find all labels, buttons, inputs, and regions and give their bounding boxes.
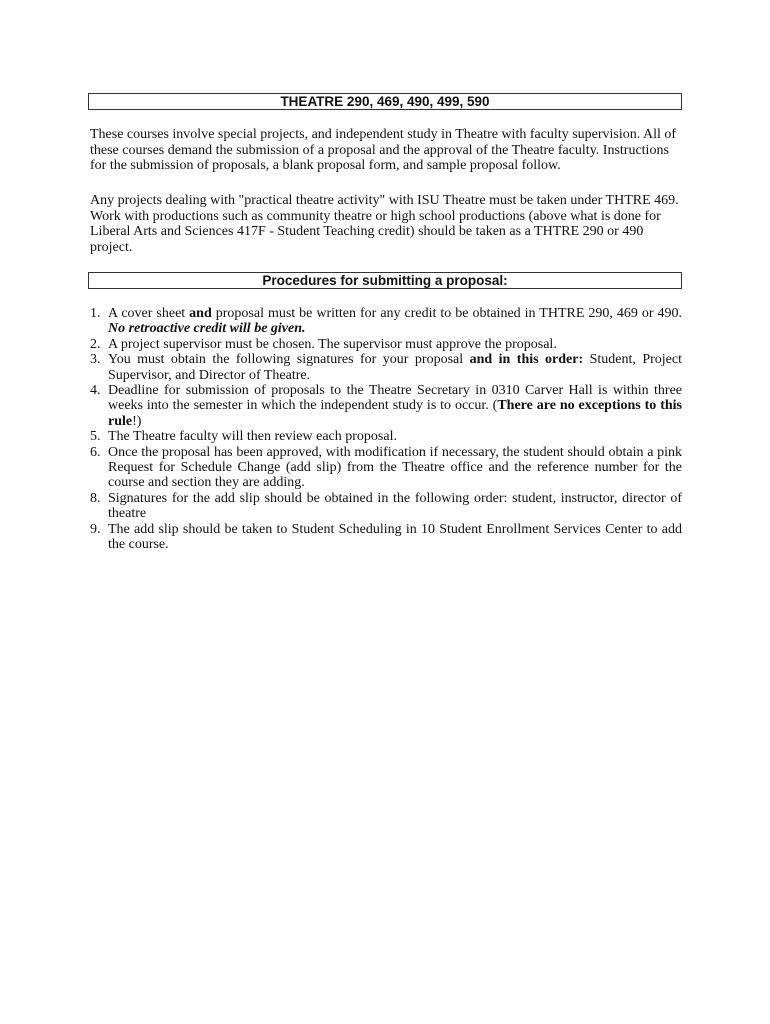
procedure-step-4 bbox=[90, 383, 682, 429]
step-number: 6. bbox=[90, 444, 101, 460]
practical-theatre-paragraph: Any projects dealing with "practical theatre activity" with ISU Theatre must be taken under THTRE 469. Work with productions such as community theatre or high school productions (above what is done for Liberal Arts and Sciences 417F - Student Teaching credit) should be taken as a THTRE 290 or 490 project. bbox=[90, 193, 679, 255]
step-text: A cover sheet bbox=[108, 306, 190, 321]
step-text: A project supervisor must be chosen. The supervisor must approve the proposal. bbox=[108, 336, 557, 352]
step-number: 8. bbox=[90, 490, 101, 506]
procedure-step-3 bbox=[90, 352, 682, 383]
step-text: The Theatre faculty will then review each proposal. bbox=[108, 429, 397, 445]
step-text: Deadline for submission of proposals to the Theatre Secretary in 0310 Carver Hall is within three weeks into the semester in which the independent study is to occur. ( bbox=[108, 383, 682, 414]
step-text: You must obtain the following signatures for your proposal bbox=[108, 352, 470, 368]
step-text: proposal must be written for any credit to be obtained in THTRE 290, 469 or 490. bbox=[211, 306, 682, 321]
procedure-step-2 bbox=[90, 337, 682, 352]
step-number: 9. bbox=[90, 521, 101, 537]
step-number: 2. bbox=[90, 336, 101, 352]
step-text: Once the proposal has been approved, with modification if necessary, the student should obtain a pink Request for Schedule Change (add slip) from the Theatre office and the reference number for the course and section they are adding. bbox=[108, 444, 682, 491]
procedures-heading: Procedures for submitting a proposal: bbox=[88, 272, 682, 289]
step-emphasis: and in this order: bbox=[469, 352, 584, 368]
course-title-heading: THEATRE 290, 469, 490, 499, 590 bbox=[88, 93, 682, 110]
procedures-list bbox=[90, 306, 682, 553]
step-text: !) bbox=[132, 413, 142, 429]
step-text: Student, Project Supervisor, and Director of Theatre. bbox=[108, 352, 682, 383]
step-number: 4. bbox=[90, 383, 101, 399]
step-number: 1. bbox=[90, 306, 101, 321]
step-number: 5. bbox=[90, 429, 101, 445]
procedure-step-6 bbox=[90, 445, 682, 491]
procedure-step-8 bbox=[90, 491, 682, 522]
step-emphasis: and bbox=[189, 306, 212, 321]
procedure-step-5 bbox=[90, 429, 682, 444]
intro-paragraph: These courses involve special projects, and independent study in Theatre with faculty supervision. All of these courses demand the submission of a proposal and the approval of the Theatre faculty. Instructions for the submission of proposals, a blank proposal form, and sample proposal follow. bbox=[90, 127, 677, 173]
step-number: 3. bbox=[90, 352, 101, 368]
step-text: Signatures for the add slip should be obtained in the following order: student, instructor, director of theatre bbox=[108, 490, 682, 522]
step-emphasis: There are no exceptions to this rule bbox=[108, 398, 682, 429]
step-warning: No retroactive credit will be given. bbox=[108, 321, 306, 337]
procedure-step-1 bbox=[90, 306, 682, 337]
procedure-step-9 bbox=[90, 522, 682, 553]
step-text: The add slip should be taken to Student Scheduling in 10 Student Enrollment Services Center to add the course. bbox=[108, 521, 682, 553]
